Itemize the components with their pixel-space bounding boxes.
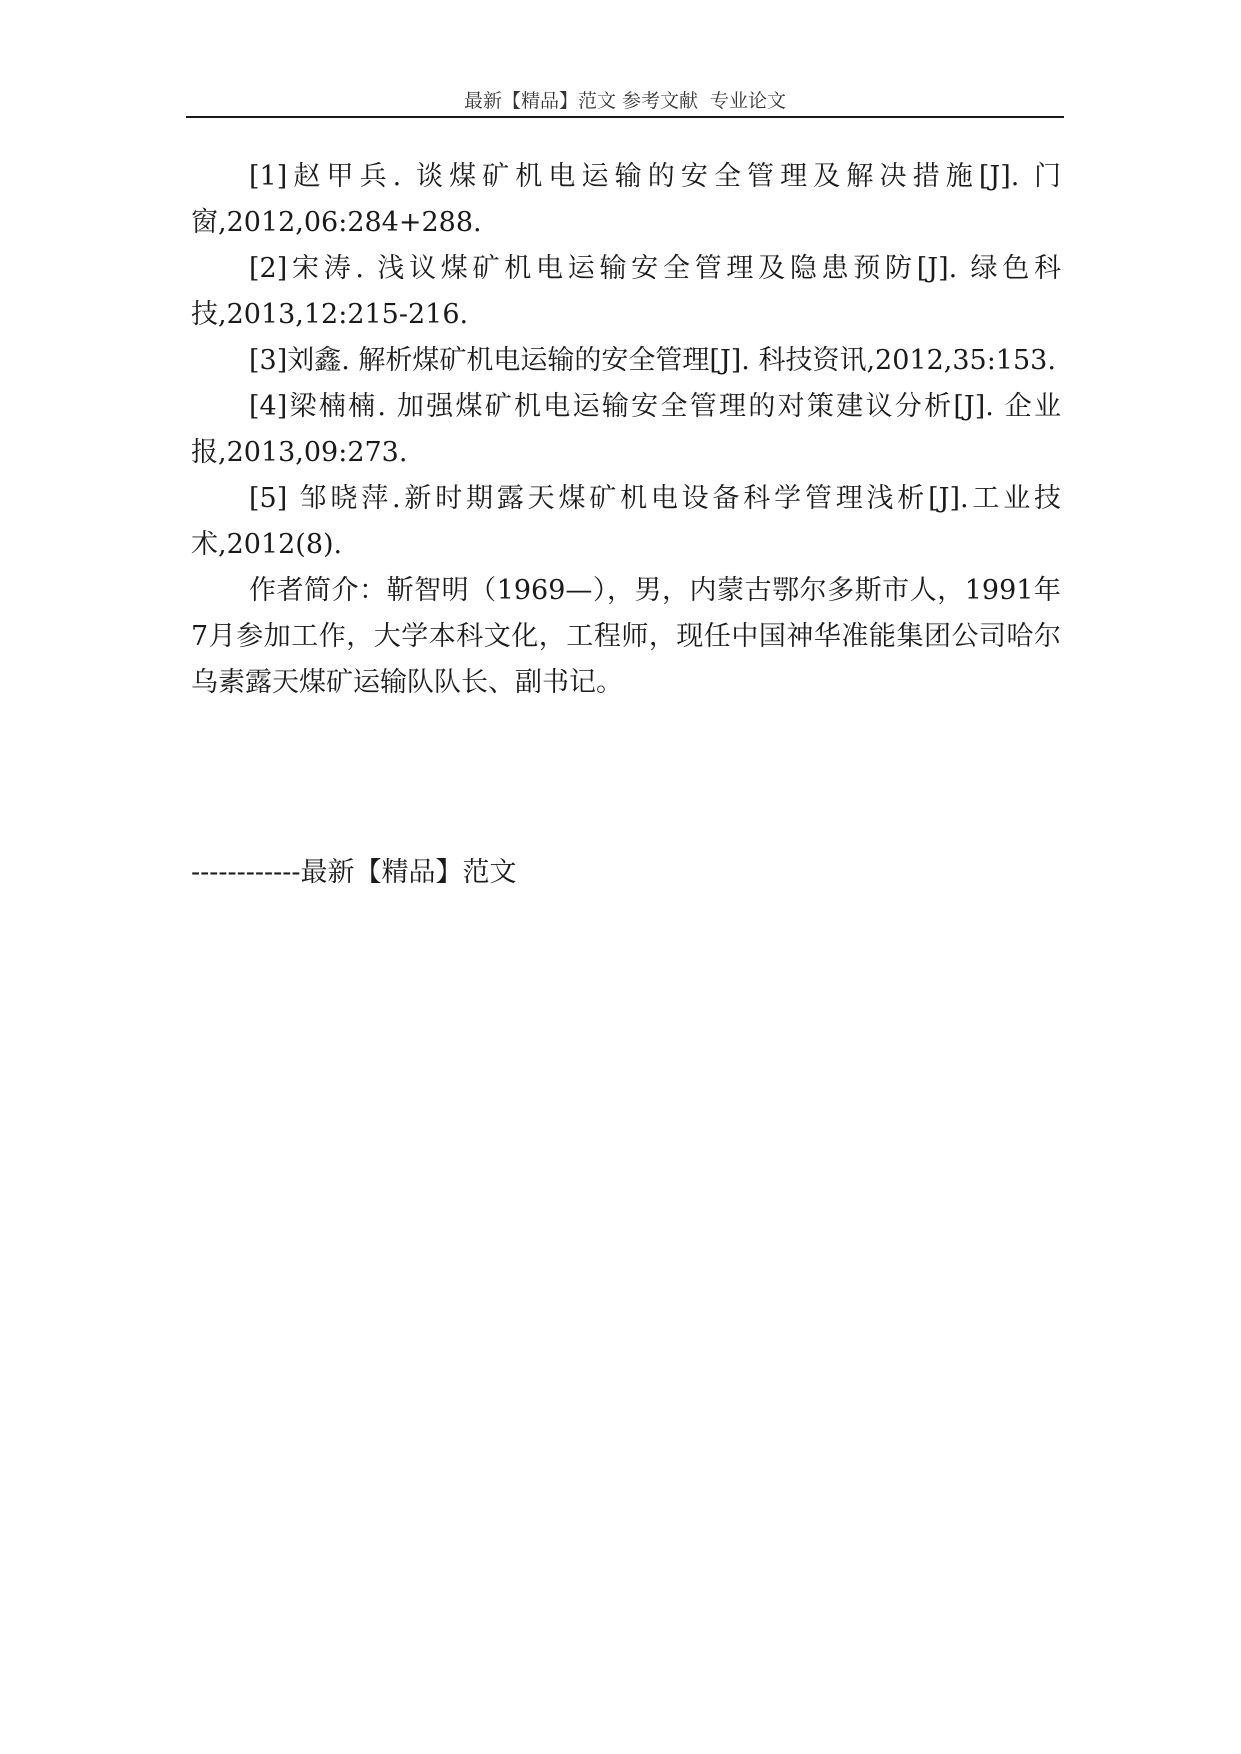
reference-item: [3]刘鑫. 解析煤矿机电运输的安全管理[J]. 科技资讯,2012,35:153. xyxy=(249,345,1056,376)
author-bio: 作者简介：靳智明（1969—），男，内蒙古鄂尔多斯市人，1991年7月参加工作，大学本科文化，工程师，现任中国神华准能集团公司哈尔乌素露天煤矿运输队队长、副书记。 xyxy=(191,575,1061,698)
reference-item: [4]梁楠楠. 加强煤矿机电运输安全管理的对策建议分析[J]. 企业报,2013,09:273. xyxy=(191,391,1061,468)
document-body xyxy=(191,154,1061,706)
reference-item: [5] 邹晓萍.新时期露天煤矿机电设备科学管理浅析[J].工业技术,2012(8). xyxy=(191,483,1061,560)
reference-item: [1]赵甲兵. 谈煤矿机电运输的安全管理及解决措施[J]. 门窗,2012,06:284+288. xyxy=(191,161,1061,238)
reference-item: [2]宋涛. 浅议煤矿机电运输安全管理及隐患预防[J]. 绿色科技,2013,12:215-216. xyxy=(191,253,1061,330)
footer-line: ------------最新【精品】范文 xyxy=(191,857,517,888)
header-rule xyxy=(186,116,1064,118)
page-header: 最新【精品】范文 参考文献 专业论文 xyxy=(463,90,787,112)
